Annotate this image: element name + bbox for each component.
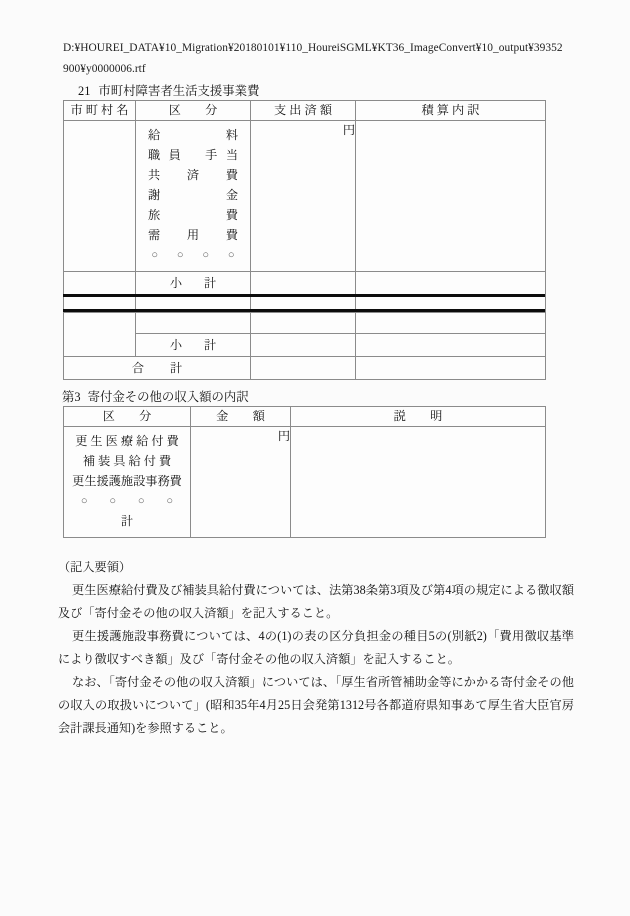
table-row [64, 313, 546, 334]
cell-description-input[interactable] [291, 427, 546, 538]
circle-icon: ○ [80, 495, 88, 507]
header-municipality [64, 101, 136, 121]
notes-paragraph-2: 更生援護施設事務費については、4の(1)の表の区分負担金の種目5の(別紙2)「費用徴収基準により徴収すべき額」及び「寄付金その他の収入済額」を記入すること。 [58, 629, 574, 666]
circle-icon: ○ [137, 495, 145, 507]
item-right: 費 [225, 228, 238, 242]
list-item [136, 165, 250, 185]
cell-subtotal-calculation[interactable] [356, 334, 546, 357]
header-calculation [356, 101, 546, 121]
file-path-header: D:¥HOUREI_DATA¥10_Migration¥20180101¥110_HoureiSGML¥KT36_ImageConvert¥10_output¥39352900¥y0000006.rtf [63, 42, 563, 75]
header-amount [191, 407, 291, 427]
item-mid: 員 手 [168, 148, 218, 162]
cell-grandtotal-calculation[interactable] [356, 357, 546, 380]
grandtotal-label-b: 計 [170, 361, 183, 375]
item-left: 共 [148, 168, 161, 182]
header-category-label: 区 分 [102, 409, 152, 423]
item-right: 金 [225, 188, 238, 202]
expense-breakdown-table [63, 100, 546, 316]
list-item [136, 125, 250, 145]
list-item: 更生援護施設事務費 [72, 474, 182, 488]
item-right: 費 [225, 208, 238, 222]
header-category [64, 407, 191, 427]
header-amount-label: 金 額 [216, 409, 265, 423]
circle-icon: ○ [202, 249, 210, 261]
notes-paragraph-3: なお、「寄付金その他の収入済額」については、「厚生省所管補助金等にかかる寄付金その他の収入の取扱いについて」(昭和35年4月25日会発第1312号各都道府県知事あて厚生省大臣官房会計課長通知)を参照すること。 [58, 675, 574, 735]
donation-income-table [63, 406, 546, 538]
cell-empty[interactable] [356, 313, 546, 334]
table-row [64, 427, 546, 538]
cell-grandtotal-label [64, 357, 251, 380]
circle-icon: ○ [176, 249, 184, 261]
item-mid: 用 [186, 228, 200, 242]
item-left: 需 [148, 228, 161, 242]
cell-subtotal-label [136, 272, 251, 295]
header-calculation-label: 積 算 内 訳 [421, 103, 480, 117]
notes-heading: （記入要領） [58, 560, 132, 574]
cell-empty[interactable] [136, 313, 251, 334]
circle-icon: ○ [227, 249, 235, 261]
table-row [64, 272, 546, 295]
circle-icon: ○ [166, 495, 174, 507]
section-21-title-text: 市町村障害者生活支援事業費 [98, 84, 260, 98]
cell-calculation-input[interactable] [356, 121, 546, 272]
item-right: 当 [225, 148, 238, 162]
list-item [136, 205, 250, 225]
header-paid-amount-label: 支 出 済 額 [274, 103, 332, 117]
list-item-total: 計 [120, 514, 134, 528]
header-municipality-label: 市 町 村 名 [70, 103, 129, 117]
list-item [136, 145, 250, 165]
expense-totals-table [63, 312, 546, 380]
header-category-label: 区 分 [168, 103, 218, 117]
list-item [136, 185, 250, 205]
header-description-label: 説 明 [393, 409, 443, 423]
item-mid: 済 [186, 168, 200, 182]
subtotal-label-b: 計 [204, 276, 217, 290]
section-dai3-title [62, 390, 249, 405]
item-left: 職 [148, 148, 161, 162]
cell-expense-items [136, 121, 251, 272]
grandtotal-label-a: 合 [131, 361, 144, 375]
table-row [64, 334, 546, 357]
subtotal-label-b: 計 [204, 338, 217, 352]
list-item-circles [64, 491, 190, 511]
cell-empty [64, 272, 136, 295]
table-row [64, 357, 546, 380]
cell-municipality-input[interactable] [64, 121, 136, 272]
list-item: 補 装 具 給 付 費 [82, 454, 172, 468]
cell-paid-amount-input[interactable] [251, 121, 356, 272]
notes-paragraph-1: 更生医療給付費及び補装具給付費については、法第38条第3項及び第4項の規定による徴収額及び「寄付金その他の収入済額」を記入すること。 [58, 583, 574, 620]
cell-income-items [64, 427, 191, 538]
subtotal-label-a: 小 [169, 338, 182, 352]
table-row [64, 121, 546, 272]
section-dai3-number: 第3 [62, 390, 81, 404]
header-description [291, 407, 546, 427]
income-item-list [64, 427, 190, 537]
item-left: 給 [148, 128, 161, 142]
cell-subtotal-label [136, 334, 251, 357]
cell-subtotal-amount[interactable] [251, 334, 356, 357]
expense-item-list [136, 121, 250, 271]
list-item-circles [136, 245, 250, 265]
list-item: 更 生 医 療 給 付 費 [75, 434, 179, 448]
circle-icon: ○ [151, 249, 159, 261]
list-item [136, 225, 250, 245]
cell-grandtotal-amount[interactable] [251, 357, 356, 380]
section-divider-bar-top [63, 294, 545, 297]
item-right: 料 [225, 128, 238, 142]
header-paid-amount [251, 101, 356, 121]
notes-section [58, 556, 574, 740]
cell-subtotal-amount[interactable] [251, 272, 356, 295]
cell-subtotal-calculation[interactable] [356, 272, 546, 295]
cell-amount-input[interactable] [191, 427, 291, 538]
item-right: 費 [225, 168, 238, 182]
cell-empty[interactable] [251, 313, 356, 334]
table-row [64, 407, 546, 427]
currency-unit-label: 円 [342, 123, 355, 137]
section-dai3-title-text: 寄付金その他の収入額の内訳 [87, 390, 249, 404]
section-21-title [78, 84, 259, 99]
cell-empty [64, 313, 136, 357]
circle-icon: ○ [109, 495, 117, 507]
header-category [136, 101, 251, 121]
table-row [64, 101, 546, 121]
subtotal-label-a: 小 [169, 276, 182, 290]
section-21-number: 21 [78, 84, 91, 98]
item-left: 旅 [148, 208, 161, 222]
item-left: 謝 [148, 188, 161, 202]
currency-unit-label: 円 [277, 429, 290, 443]
